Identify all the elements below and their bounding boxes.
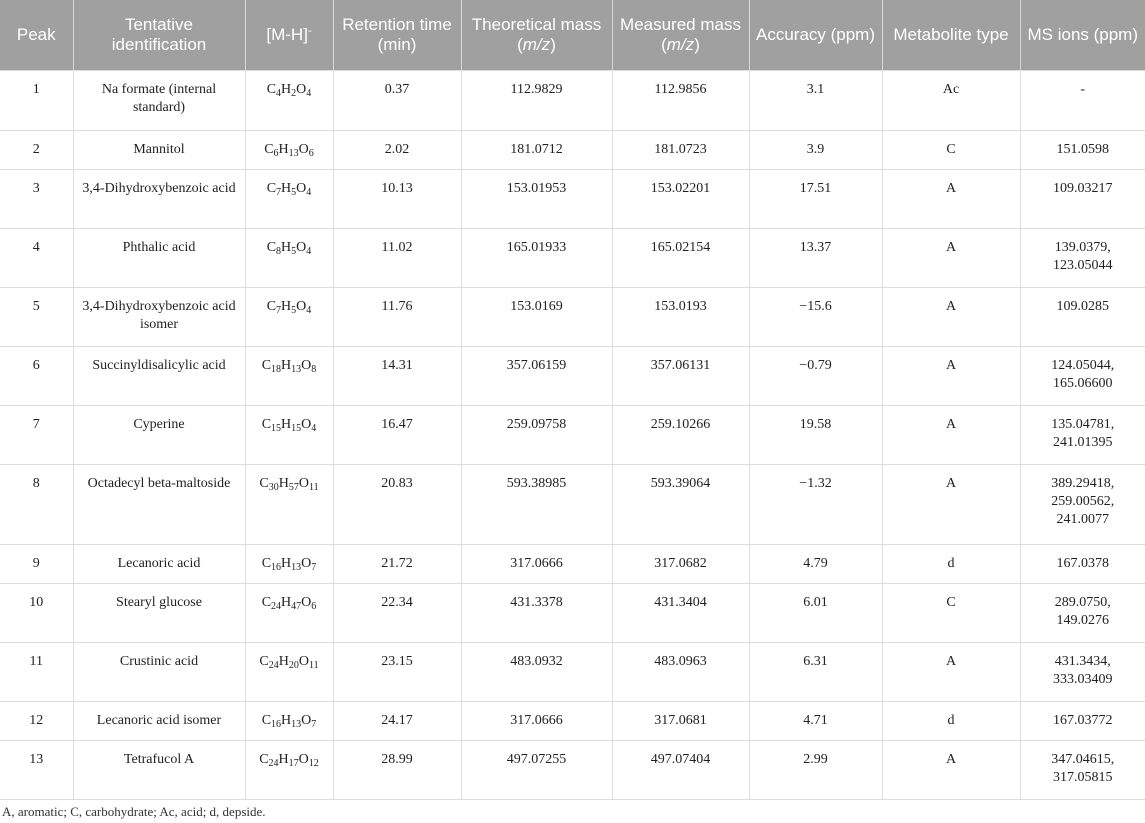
ms-ion-value: 123.05044 [1053, 257, 1113, 273]
cell-retention: 24.17 [333, 701, 461, 740]
cell-peak: 5 [0, 287, 73, 346]
table-row [0, 346, 1145, 405]
ms-ion-value: 167.03772 [1053, 712, 1113, 728]
cell-type: A [882, 740, 1020, 799]
cell-retention: 20.83 [333, 464, 461, 544]
cell-theoretical: 357.06159 [461, 346, 612, 405]
ms-ion-value: 241.0077 [1056, 511, 1109, 527]
table-row [0, 130, 1145, 169]
ms-ion-value: 431.3434, [1054, 653, 1111, 669]
cell-accuracy: 4.71 [749, 701, 882, 740]
cell-accuracy: −1.32 [749, 464, 882, 544]
cell-formula: $C_{16}H_{13}O_7$ [245, 544, 333, 583]
cell-ms-ions [1020, 544, 1145, 583]
cell-type: A [882, 169, 1020, 228]
cell-peak: 1 [0, 70, 73, 130]
cell-accuracy: 3.9 [749, 130, 882, 169]
cell-theoretical: 483.0932 [461, 642, 612, 701]
header-theoretical: Theoretical mass (m/z) [461, 0, 612, 70]
cell-theoretical: 317.0666 [461, 701, 612, 740]
ms-ion-value: 124.05044, [1051, 357, 1115, 373]
header-theoretical-text: Theoretical mass [471, 14, 602, 34]
table-row [0, 583, 1145, 642]
ms-ion-value: 149.0276 [1056, 612, 1109, 628]
cell-identification: Lecanoric acid [73, 544, 245, 583]
cell-retention: 11.02 [333, 228, 461, 287]
cell-identification: Lecanoric acid isomer [73, 701, 245, 740]
header-type: Metabolite type [882, 0, 1020, 70]
cell-retention: 23.15 [333, 642, 461, 701]
cell-ms-ions [1020, 740, 1145, 799]
header-ion [245, 0, 333, 70]
table-row [0, 464, 1145, 544]
cell-formula: $C_4H_2O_4$ [245, 70, 333, 130]
cell-accuracy: −15.6 [749, 287, 882, 346]
header-peak: Peak [0, 0, 73, 70]
cell-accuracy: 2.99 [749, 740, 882, 799]
header-measured: Measured mass (m/z) [612, 0, 749, 70]
cell-type: Ac [882, 70, 1020, 130]
cell-peak: 10 [0, 583, 73, 642]
cell-ms-ions [1020, 228, 1145, 287]
cell-ms-ions [1020, 287, 1145, 346]
ms-ion-value: 259.00562, [1051, 493, 1115, 509]
cell-type: A [882, 464, 1020, 544]
cell-formula: $C_{18}H_{13}O_8$ [245, 346, 333, 405]
cell-accuracy: −0.79 [749, 346, 882, 405]
ms-ion-value: 109.03217 [1053, 180, 1113, 196]
table-row [0, 701, 1145, 740]
cell-formula: $C_7H_5O_4$ [245, 287, 333, 346]
cell-peak: 9 [0, 544, 73, 583]
cell-retention: 0.37 [333, 70, 461, 130]
cell-formula: $C_{24}H_{47}O_6$ [245, 583, 333, 642]
cell-formula: $C_{30}H_{57}O_{11}$ [245, 464, 333, 544]
cell-identification: Succinyldisalicylic acid [73, 346, 245, 405]
cell-ms-ions [1020, 701, 1145, 740]
cell-identification: Mannitol [73, 130, 245, 169]
cell-formula: $C_7H_5O_4$ [245, 169, 333, 228]
ms-ion-value: 241.01395 [1053, 434, 1113, 450]
cell-theoretical: 112.9829 [461, 70, 612, 130]
cell-theoretical: 153.01953 [461, 169, 612, 228]
cell-measured: 153.02201 [612, 169, 749, 228]
header-ms-ions: MS ions (ppm) [1020, 0, 1145, 70]
cell-ms-ions [1020, 405, 1145, 464]
header-ion-charge: - [307, 24, 312, 37]
cell-identification: Crustinic acid [73, 642, 245, 701]
table-row [0, 169, 1145, 228]
cell-identification: 3,4-Dihydroxybenzoic acid [73, 169, 245, 228]
cell-measured: 165.02154 [612, 228, 749, 287]
cell-formula: $C_{24}H_{20}O_{11}$ [245, 642, 333, 701]
ms-ion-value: 333.03409 [1053, 671, 1113, 687]
cell-ms-ions [1020, 583, 1145, 642]
cell-type: A [882, 228, 1020, 287]
cell-type: A [882, 405, 1020, 464]
cell-measured: 593.39064 [612, 464, 749, 544]
table-row [0, 405, 1145, 464]
ms-ion-value: 151.0598 [1056, 141, 1109, 157]
cell-peak: 3 [0, 169, 73, 228]
ms-ion-value: 317.05815 [1053, 769, 1113, 785]
cell-measured: 181.0723 [612, 130, 749, 169]
cell-peak: 2 [0, 130, 73, 169]
ms-ion-value: 347.04615, [1051, 751, 1115, 767]
table-row [0, 544, 1145, 583]
ms-ion-value: 389.29418, [1051, 475, 1115, 491]
cell-theoretical: 317.0666 [461, 544, 612, 583]
cell-theoretical: 153.0169 [461, 287, 612, 346]
cell-accuracy: 19.58 [749, 405, 882, 464]
cell-accuracy: 17.51 [749, 169, 882, 228]
cell-peak: 8 [0, 464, 73, 544]
cell-retention: 14.31 [333, 346, 461, 405]
ms-ion-value: - [1080, 81, 1086, 97]
cell-ms-ions [1020, 642, 1145, 701]
header-ion-text: [M-H] [266, 24, 308, 44]
cell-type: d [882, 701, 1020, 740]
cell-peak: 13 [0, 740, 73, 799]
ms-ion-value: 289.0750, [1054, 594, 1111, 610]
table-body [0, 70, 1145, 799]
cell-theoretical: 593.38985 [461, 464, 612, 544]
cell-ms-ions [1020, 70, 1145, 130]
cell-formula: $C_{15}H_{15}O_4$ [245, 405, 333, 464]
ms-ion-value: 135.04781, [1051, 416, 1115, 432]
cell-type: A [882, 346, 1020, 405]
table-row [0, 740, 1145, 799]
cell-measured: 483.0963 [612, 642, 749, 701]
table-row [0, 228, 1145, 287]
cell-type: A [882, 642, 1020, 701]
table-footnote: A, aromatic; C, carbohydrate; Ac, acid; d, depside. [2, 804, 266, 819]
table-row [0, 70, 1145, 130]
header-measured-text: Measured mass [620, 14, 741, 34]
cell-retention: 16.47 [333, 405, 461, 464]
cell-retention: 21.72 [333, 544, 461, 583]
cell-formula: $C_{16}H_{13}O_7$ [245, 701, 333, 740]
ms-ion-value: 109.0285 [1056, 298, 1109, 314]
cell-type: C [882, 130, 1020, 169]
cell-ms-ions [1020, 130, 1145, 169]
header-identification: Tentative identification [73, 0, 245, 70]
cell-measured: 112.9856 [612, 70, 749, 130]
cell-measured: 153.0193 [612, 287, 749, 346]
header-measured-unit: m/z [666, 34, 695, 54]
table-row [0, 642, 1145, 701]
cell-identification: Octadecyl beta-maltoside [73, 464, 245, 544]
cell-identification: Stearyl glucose [73, 583, 245, 642]
cell-measured: 431.3404 [612, 583, 749, 642]
ms-ion-value: 165.06600 [1053, 375, 1113, 391]
cell-type: C [882, 583, 1020, 642]
cell-type: A [882, 287, 1020, 346]
cell-retention: 28.99 [333, 740, 461, 799]
header-theoretical-unit: m/z [522, 34, 551, 54]
cell-peak: 7 [0, 405, 73, 464]
cell-retention: 2.02 [333, 130, 461, 169]
cell-accuracy: 13.37 [749, 228, 882, 287]
cell-measured: 259.10266 [612, 405, 749, 464]
cell-theoretical: 259.09758 [461, 405, 612, 464]
cell-identification: Cyperine [73, 405, 245, 464]
cell-ms-ions [1020, 464, 1145, 544]
cell-formula: $C_8H_5O_4$ [245, 228, 333, 287]
cell-theoretical: 181.0712 [461, 130, 612, 169]
cell-formula: $C_{24}H_{17}O_{12}$ [245, 740, 333, 799]
cell-theoretical: 431.3378 [461, 583, 612, 642]
cell-identification: Tetrafucol A [73, 740, 245, 799]
cell-measured: 317.0682 [612, 544, 749, 583]
cell-identification: Na formate (internal standard) [73, 70, 245, 130]
cell-retention: 11.76 [333, 287, 461, 346]
cell-retention: 10.13 [333, 169, 461, 228]
cell-type: d [882, 544, 1020, 583]
cell-ms-ions [1020, 346, 1145, 405]
cell-retention: 22.34 [333, 583, 461, 642]
cell-accuracy: 4.79 [749, 544, 882, 583]
cell-measured: 357.06131 [612, 346, 749, 405]
cell-peak: 11 [0, 642, 73, 701]
header-retention: Retention time (min) [333, 0, 461, 70]
table-row [0, 287, 1145, 346]
cell-accuracy: 6.31 [749, 642, 882, 701]
cell-ms-ions [1020, 169, 1145, 228]
cell-accuracy: 6.01 [749, 583, 882, 642]
header-accuracy: Accuracy (ppm) [749, 0, 882, 70]
ms-ion-value: 139.0379, [1054, 239, 1111, 255]
cell-peak: 6 [0, 346, 73, 405]
cell-identification: Phthalic acid [73, 228, 245, 287]
cell-measured: 317.0681 [612, 701, 749, 740]
header-row [0, 0, 1145, 70]
cell-identification: 3,4-Dihydroxybenzoic acid isomer [73, 287, 245, 346]
cell-peak: 12 [0, 701, 73, 740]
cell-theoretical: 165.01933 [461, 228, 612, 287]
cell-measured: 497.07404 [612, 740, 749, 799]
cell-accuracy: 3.1 [749, 70, 882, 130]
cell-peak: 4 [0, 228, 73, 287]
ms-ion-value: 167.0378 [1056, 555, 1109, 571]
cell-theoretical: 497.07255 [461, 740, 612, 799]
cell-formula: $C_6H_{13}O_6$ [245, 130, 333, 169]
